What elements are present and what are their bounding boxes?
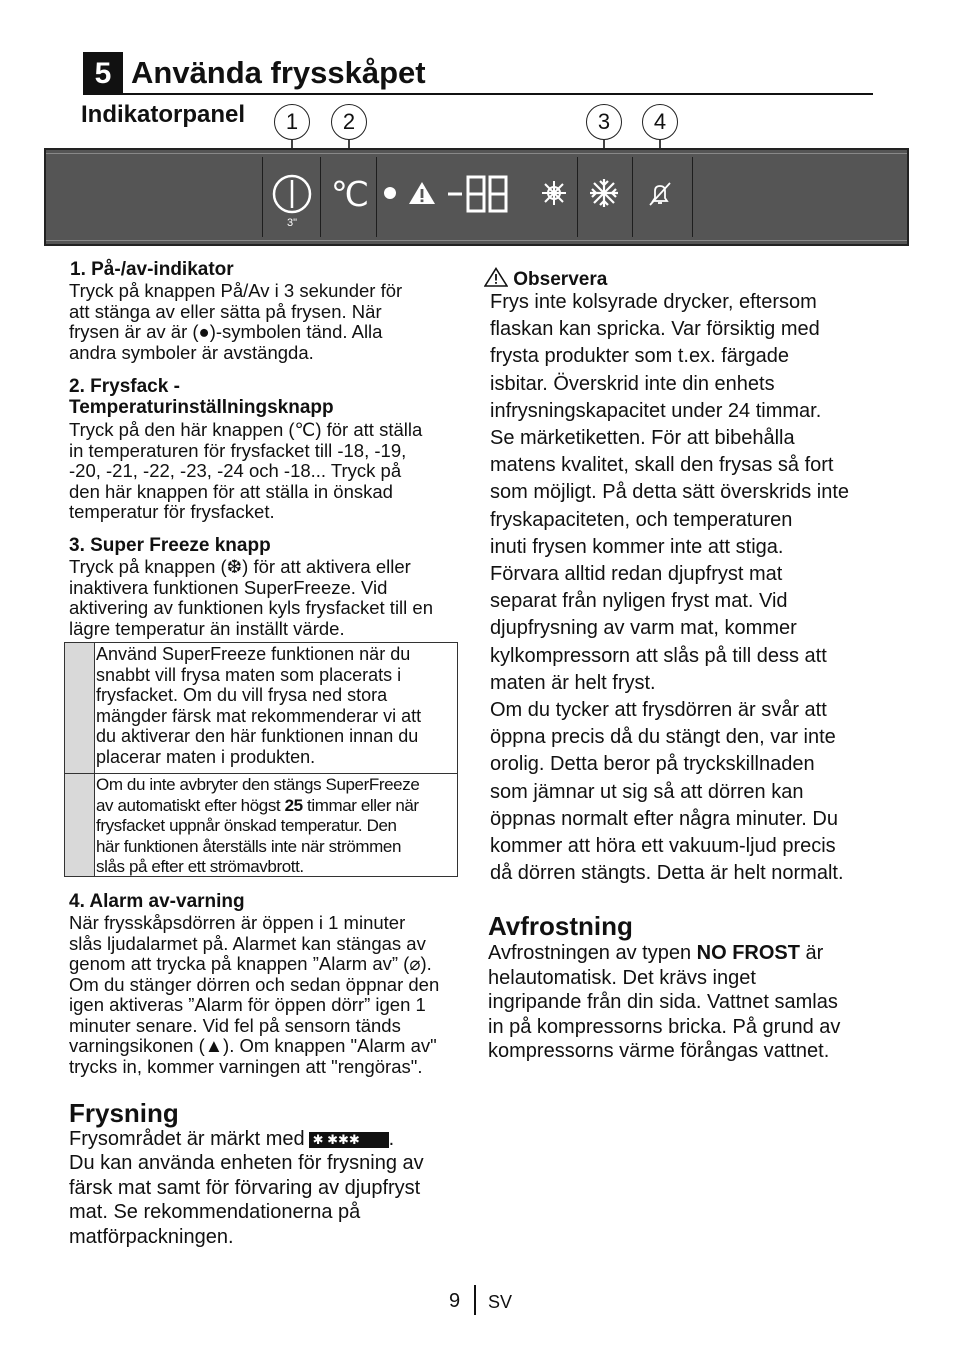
text-line: varningsikonen (▲). Om knappen "Alarm av": [69, 1035, 437, 1056]
page-separator: [474, 1285, 476, 1315]
section-title: Använda frysskåpet: [131, 55, 426, 90]
text-line: infrysningskapacitet under 24 timmar.: [490, 399, 822, 422]
text-line: Om du tycker att frysdörren är svår att: [490, 699, 827, 722]
text-line: fryskapaciteten, och temperaturen: [490, 508, 793, 531]
text-line: matens kvalitet, skall den frysas så fort: [490, 454, 834, 477]
text-line: kompressorns värme förångas vattnet.: [488, 1040, 830, 1062]
text-line: ingripande från din sida. Vattnet samlas: [488, 991, 838, 1013]
panel-divider: [320, 157, 321, 237]
text-line: genom att trycka på knappen ”Alarm av” (⌀).: [69, 953, 432, 974]
note-text: [96, 775, 454, 878]
page-number: 9: [449, 1290, 461, 1312]
power-button[interactable]: [270, 172, 314, 216]
text-line: separat från nyligen fryst mat. Vid: [490, 590, 788, 613]
superfreeze-indicator: [540, 179, 568, 207]
defrost-text: [488, 941, 908, 1064]
text-line: Förvara alltid redan djupfryst mat: [490, 563, 783, 586]
text-line: minuter senare. Vid fel på sensorn tänds: [69, 1014, 401, 1036]
text-line: färsk mat samt för förvaring av djupfryst: [69, 1176, 421, 1199]
text-line: orolig. Detta beror på tryckskillnaden: [490, 753, 815, 776]
text-line: matförpackningen.: [69, 1225, 234, 1248]
callout-3: 3: [586, 104, 622, 140]
text-line: Se märketiketten. För att bibehålla: [490, 427, 795, 450]
text-line: in på kompressorns bricka. På grund av: [488, 1015, 841, 1038]
alarm-off-icon: [646, 180, 674, 208]
text-line: inuti frysen kommer inte att stiga.: [490, 535, 784, 558]
text-line: att stänga av eller sätta på frysen. När: [69, 300, 382, 322]
text-line: temperatur för frysfacket.: [69, 501, 275, 522]
panel-divider: [692, 157, 693, 237]
item4-text: [69, 913, 459, 1077]
text-line: här funktionen återställs inte när strömmen: [96, 836, 402, 856]
text-line: Frysområdet är märkt med ✱ ✱✱✱ .: [69, 1128, 395, 1150]
freezing-text: [69, 1127, 461, 1249]
text-line: frysta produkter som t.ex. färgade: [490, 345, 790, 368]
page-language: SV: [488, 1292, 513, 1312]
text-line: mängder färsk mat rekommenderar vi att: [96, 705, 422, 726]
dot-icon: [384, 187, 396, 199]
text-line: du aktiverar den här funktionen innan du: [96, 726, 419, 746]
text-line: slås på efter ett strömavbrott.: [96, 857, 304, 876]
text-line: Temperaturinställningsknapp: [69, 397, 334, 418]
observe-title: Observera: [513, 269, 608, 290]
text-line: av automatiskt efter högst 25 timmar eller när: [96, 795, 419, 815]
text-line: 2. Frysfack -: [69, 376, 180, 397]
item4-heading: 4. Alarm av-varning: [69, 891, 245, 912]
text-line: slås ljudalarmet på. Alarmet kan stängas av: [69, 932, 426, 954]
text-line: inaktivera funktionen SuperFreeze. Vid: [69, 576, 388, 598]
text-line: öppnas normalt efter några minuter. Du: [490, 807, 838, 830]
item3-heading: 3. Super Freeze knapp: [69, 535, 271, 556]
power-hold-label: 3": [286, 217, 298, 229]
text-line: maten är helt fryst.: [490, 671, 656, 694]
indicator-panel: [44, 148, 909, 246]
text-line: lägre temperatur än inställt värde.: [69, 617, 345, 639]
text-line: Tryck på knappen (❆) för att aktivera eller: [69, 556, 411, 577]
text-line: som jämnar ut sig så att dörren kan: [490, 780, 804, 803]
item1-heading: 1. På-/av-indikator: [70, 259, 234, 280]
title-rule: [83, 93, 873, 95]
text-line: Använd SuperFreeze funktionen när du: [96, 644, 411, 664]
alarm-off-button[interactable]: [646, 180, 674, 208]
celsius-icon: ℃: [330, 176, 370, 214]
item1-text: [69, 281, 459, 363]
note-bar: [65, 643, 95, 773]
text-line: som möjligt. På detta sätt överskrids inte: [490, 481, 850, 504]
freezing-heading: Frysning: [69, 1098, 179, 1128]
text-line: flaskan kan spricka. Var försiktig med: [490, 318, 820, 341]
note-box-superfreeze-usage: [64, 642, 458, 774]
text-line: kommer att höra ett vakuum-ljud precis: [490, 835, 836, 858]
text-line: Frys inte kolsyrade drycker, eftersom: [490, 291, 817, 313]
note-bar: [65, 774, 95, 876]
power-icon: [270, 172, 314, 216]
panel-divider: [577, 157, 578, 237]
callout-2: 2: [331, 104, 367, 140]
text-line: isbitar. Överskrid inte din enhets: [490, 372, 775, 395]
text-line: kylkompressorn att slås på till dess att: [490, 644, 827, 667]
text-line: då dörren stängts. Detta är helt normalt.: [490, 862, 844, 885]
segment-display-icon: [446, 174, 510, 214]
indicator-panel-title: Indikatorpanel: [81, 101, 246, 128]
warning-icon: [484, 267, 508, 287]
text-line: Om du inte avbryter den stängs SuperFreeze: [96, 775, 420, 794]
text-line: igen aktiveras ”Alarm för öppen dörr” igen 1: [69, 994, 426, 1015]
panel-divider: [376, 157, 377, 237]
text-line: in temperaturen för frysfacket till -18, -19,: [69, 439, 407, 461]
snowflake-icon: [588, 177, 620, 209]
item2-text: [69, 420, 459, 523]
text-line: trycks in, kommer varningen att "rengöras".: [69, 1055, 423, 1077]
observe-text: [490, 289, 910, 887]
text-line: Du kan använda enheten för frysning av: [69, 1152, 424, 1175]
text-line: -20, -21, -22, -23, -24 och -18... Tryck på: [69, 460, 402, 481]
text-line: mat. Se rekommendationerna på: [69, 1201, 361, 1224]
text-line: Tryck på knappen På/Av i 3 sekunder för: [69, 280, 403, 301]
item2-heading: [69, 376, 334, 418]
text-line: Om du stänger dörren och sedan öppnar den: [69, 973, 440, 995]
text-line: frysen är av är (●)-symbolen tänd. Alla: [69, 321, 383, 342]
text-line: aktivering av funktionen kyls frysfacket till en: [69, 597, 433, 618]
text-line: Avfrostningen av typen NO FROST är: [488, 942, 824, 964]
text-line: När frysskåpsdörren är öppen i 1 minuter: [69, 912, 406, 933]
text-line: placerar maten i produkten.: [96, 746, 316, 767]
text-line: snabbt vill frysa maten som placerats i: [96, 664, 402, 685]
text-line: frysfacket uppnår önskad temperatur. Den: [96, 816, 397, 835]
text-line: Tryck på den här knappen (℃) för att ställa: [69, 419, 423, 440]
text-line: djupfrysning av varm mat, kommer: [490, 617, 797, 640]
freezer-star-rating-icon: ✱ ✱✱✱: [309, 1132, 389, 1148]
panel-divider: [632, 157, 633, 237]
note-box-superfreeze-auto-off: [64, 773, 458, 877]
warning-triangle-icon: [408, 180, 436, 206]
section-number: 5: [83, 52, 123, 95]
superfreeze-button[interactable]: [588, 177, 620, 209]
text-line: frysfacket. Om du vill frysa ned stora: [96, 685, 388, 705]
text-line: den här knappen för att ställa in önskad: [69, 480, 393, 502]
panel-divider: [262, 157, 263, 237]
callout-4: 4: [642, 104, 678, 140]
item3-text: [69, 557, 459, 639]
segment-display: [446, 174, 510, 214]
superfreeze-snowflake-icon: [540, 179, 568, 207]
observe-heading: [484, 267, 607, 291]
callout-1: 1: [274, 104, 310, 140]
note-text: [96, 644, 454, 767]
text-line: helautomatisk. Det krävs inget: [488, 966, 756, 989]
text-line: andra symboler är avstängda.: [69, 341, 314, 363]
defrost-heading: Avfrostning: [488, 911, 633, 941]
text-line: öppna precis då du stängt den, var inte: [490, 726, 836, 749]
temperature-button[interactable]: [330, 174, 370, 216]
